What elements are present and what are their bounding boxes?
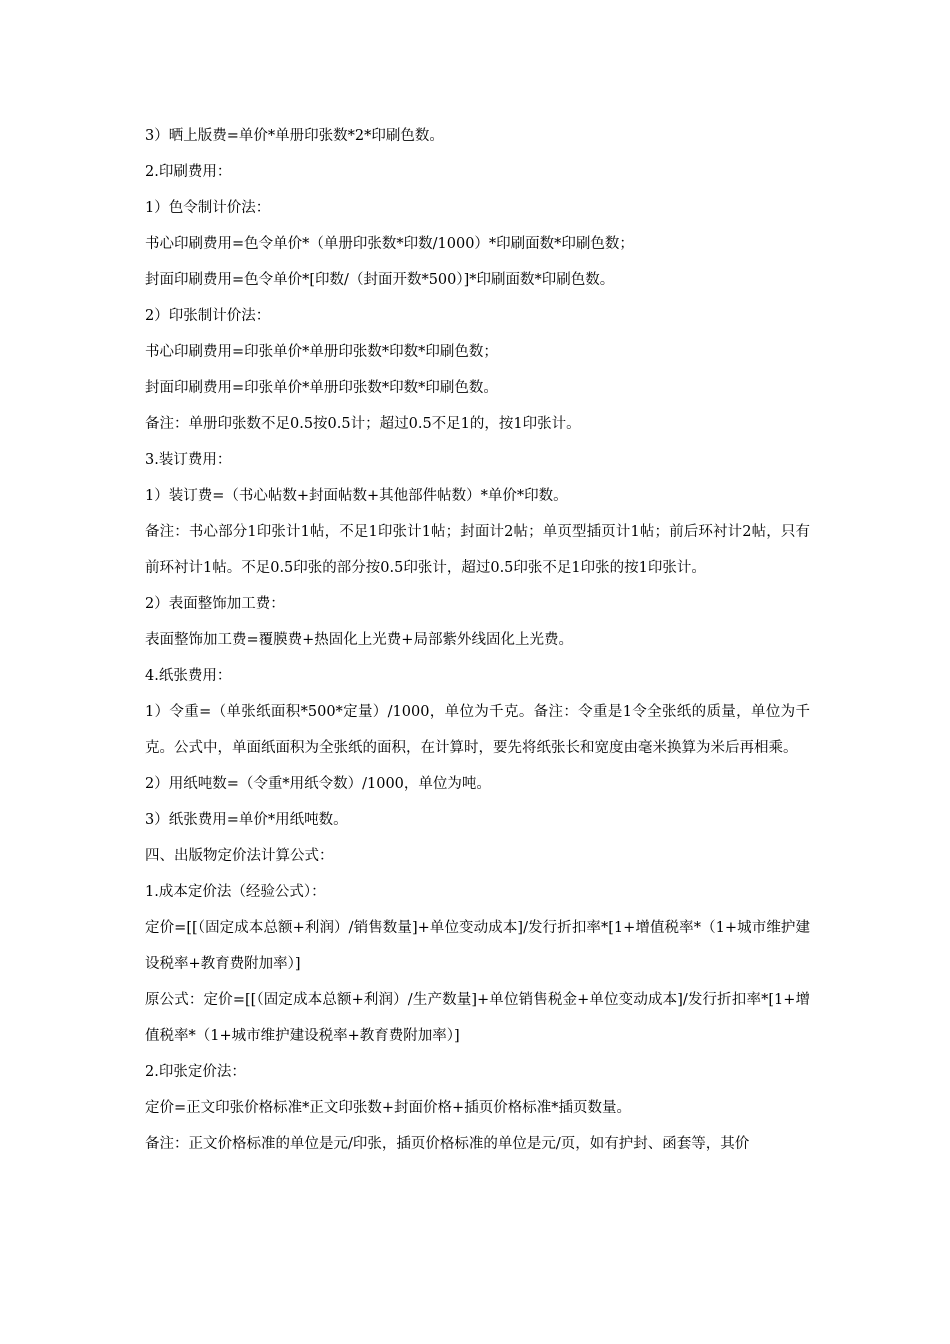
heading-cost-pricing-method: 1.成本定价法（经验公式）： <box>145 884 326 900</box>
paragraph-binding-fee: 1）装订费=（书心帖数+封面帖数+其他部件帖数）*单价*印数。 <box>145 488 568 504</box>
paragraph-surface-finishing-fee: 表面整饰加工费=覆膜费+热固化上光费+局部紫外线固化上光费。 <box>145 632 573 648</box>
paragraph-paper-fee: 3）纸张费用=单价*用纸吨数。 <box>145 812 348 828</box>
note-price-standard-units: 备注：正文价格标准的单位是元/印张，插页价格标准的单位是元/页，如有护封、函套等，其价 <box>145 1136 750 1152</box>
paragraph-paper-tonnage: 2）用纸吨数=（令重*用纸令数）/1000，单位为吨。 <box>145 776 491 792</box>
note-binding-signatures: 备注：书心部分1印张计1帖，不足1印张计1帖；封面计2帖；单页型插页计1帖；前后环衬计2帖，只有前环衬计1帖。不足0.5印张的部分按0.5印张计，超过0.5印张不足1印张的按1印张计。 <box>145 524 810 576</box>
heading-color-ream-method: 1）色令制计价法： <box>145 200 271 216</box>
paragraph-ream-weight: 1）令重=（单张纸面积*500*定量）/1000，单位为千克。备注：令重是1令全张纸的质量，单位为千克。公式中，单面纸面积为全张纸的面积，在计算时，要先将纸张长和宽度由毫米换算为米后再相乘。 <box>145 704 810 756</box>
heading-sheet-pricing-method: 2.印张定价法： <box>145 1064 246 1080</box>
paragraph-cover-printing-color-ream: 封面印刷费用=色令单价*[印数/（封面开数*500）]*印刷面数*印刷色数。 <box>145 272 615 288</box>
note-sheet-rounding: 备注：单册印张数不足0.5按0.5计；超过0.5不足1的，按1印张计。 <box>145 416 581 432</box>
document-body <box>145 118 810 1162</box>
heading-paper-cost: 4.纸张费用： <box>145 668 232 684</box>
paragraph-body-printing-color-ream: 书心印刷费用=色令单价*（单册印张数*印数/1000）*印刷面数*印刷色数； <box>145 236 634 252</box>
paragraph-original-formula: 原公式：定价=[[（固定成本总额+利润）/生产数量]+单位销售税金+单位变动成本]/发行折扣率*[1+增值税率*（1+城市维护建设税率+教育费附加率）] <box>145 992 810 1044</box>
paragraph-cover-printing-sheet: 封面印刷费用=印张单价*单册印张数*印数*印刷色数。 <box>145 380 498 396</box>
heading-binding-cost: 3.装订费用： <box>145 452 232 468</box>
paragraph-sheet-pricing-formula: 定价=正文印张价格标准*正文印张数+封面价格+插页价格标准*插页数量。 <box>145 1100 631 1116</box>
heading-printing-cost: 2.印刷费用： <box>145 164 232 180</box>
heading-sheet-method: 2）印张制计价法： <box>145 308 271 324</box>
paragraph-cost-pricing-formula: 定价=[[（固定成本总额+利润）/销售数量]+单位变动成本]/发行折扣率*[1+增值税率*（1+城市维护建设税率+教育费附加率）] <box>145 920 810 972</box>
paragraph-screen-plate-fee: 3）晒上版费=单价*单册印张数*2*印刷色数。 <box>145 128 444 144</box>
heading-surface-finishing: 2）表面整饰加工费： <box>145 596 285 612</box>
heading-pricing-formulas: 四、出版物定价法计算公式： <box>145 848 334 864</box>
paragraph-body-printing-sheet: 书心印刷费用=印张单价*单册印张数*印数*印刷色数； <box>145 344 498 360</box>
